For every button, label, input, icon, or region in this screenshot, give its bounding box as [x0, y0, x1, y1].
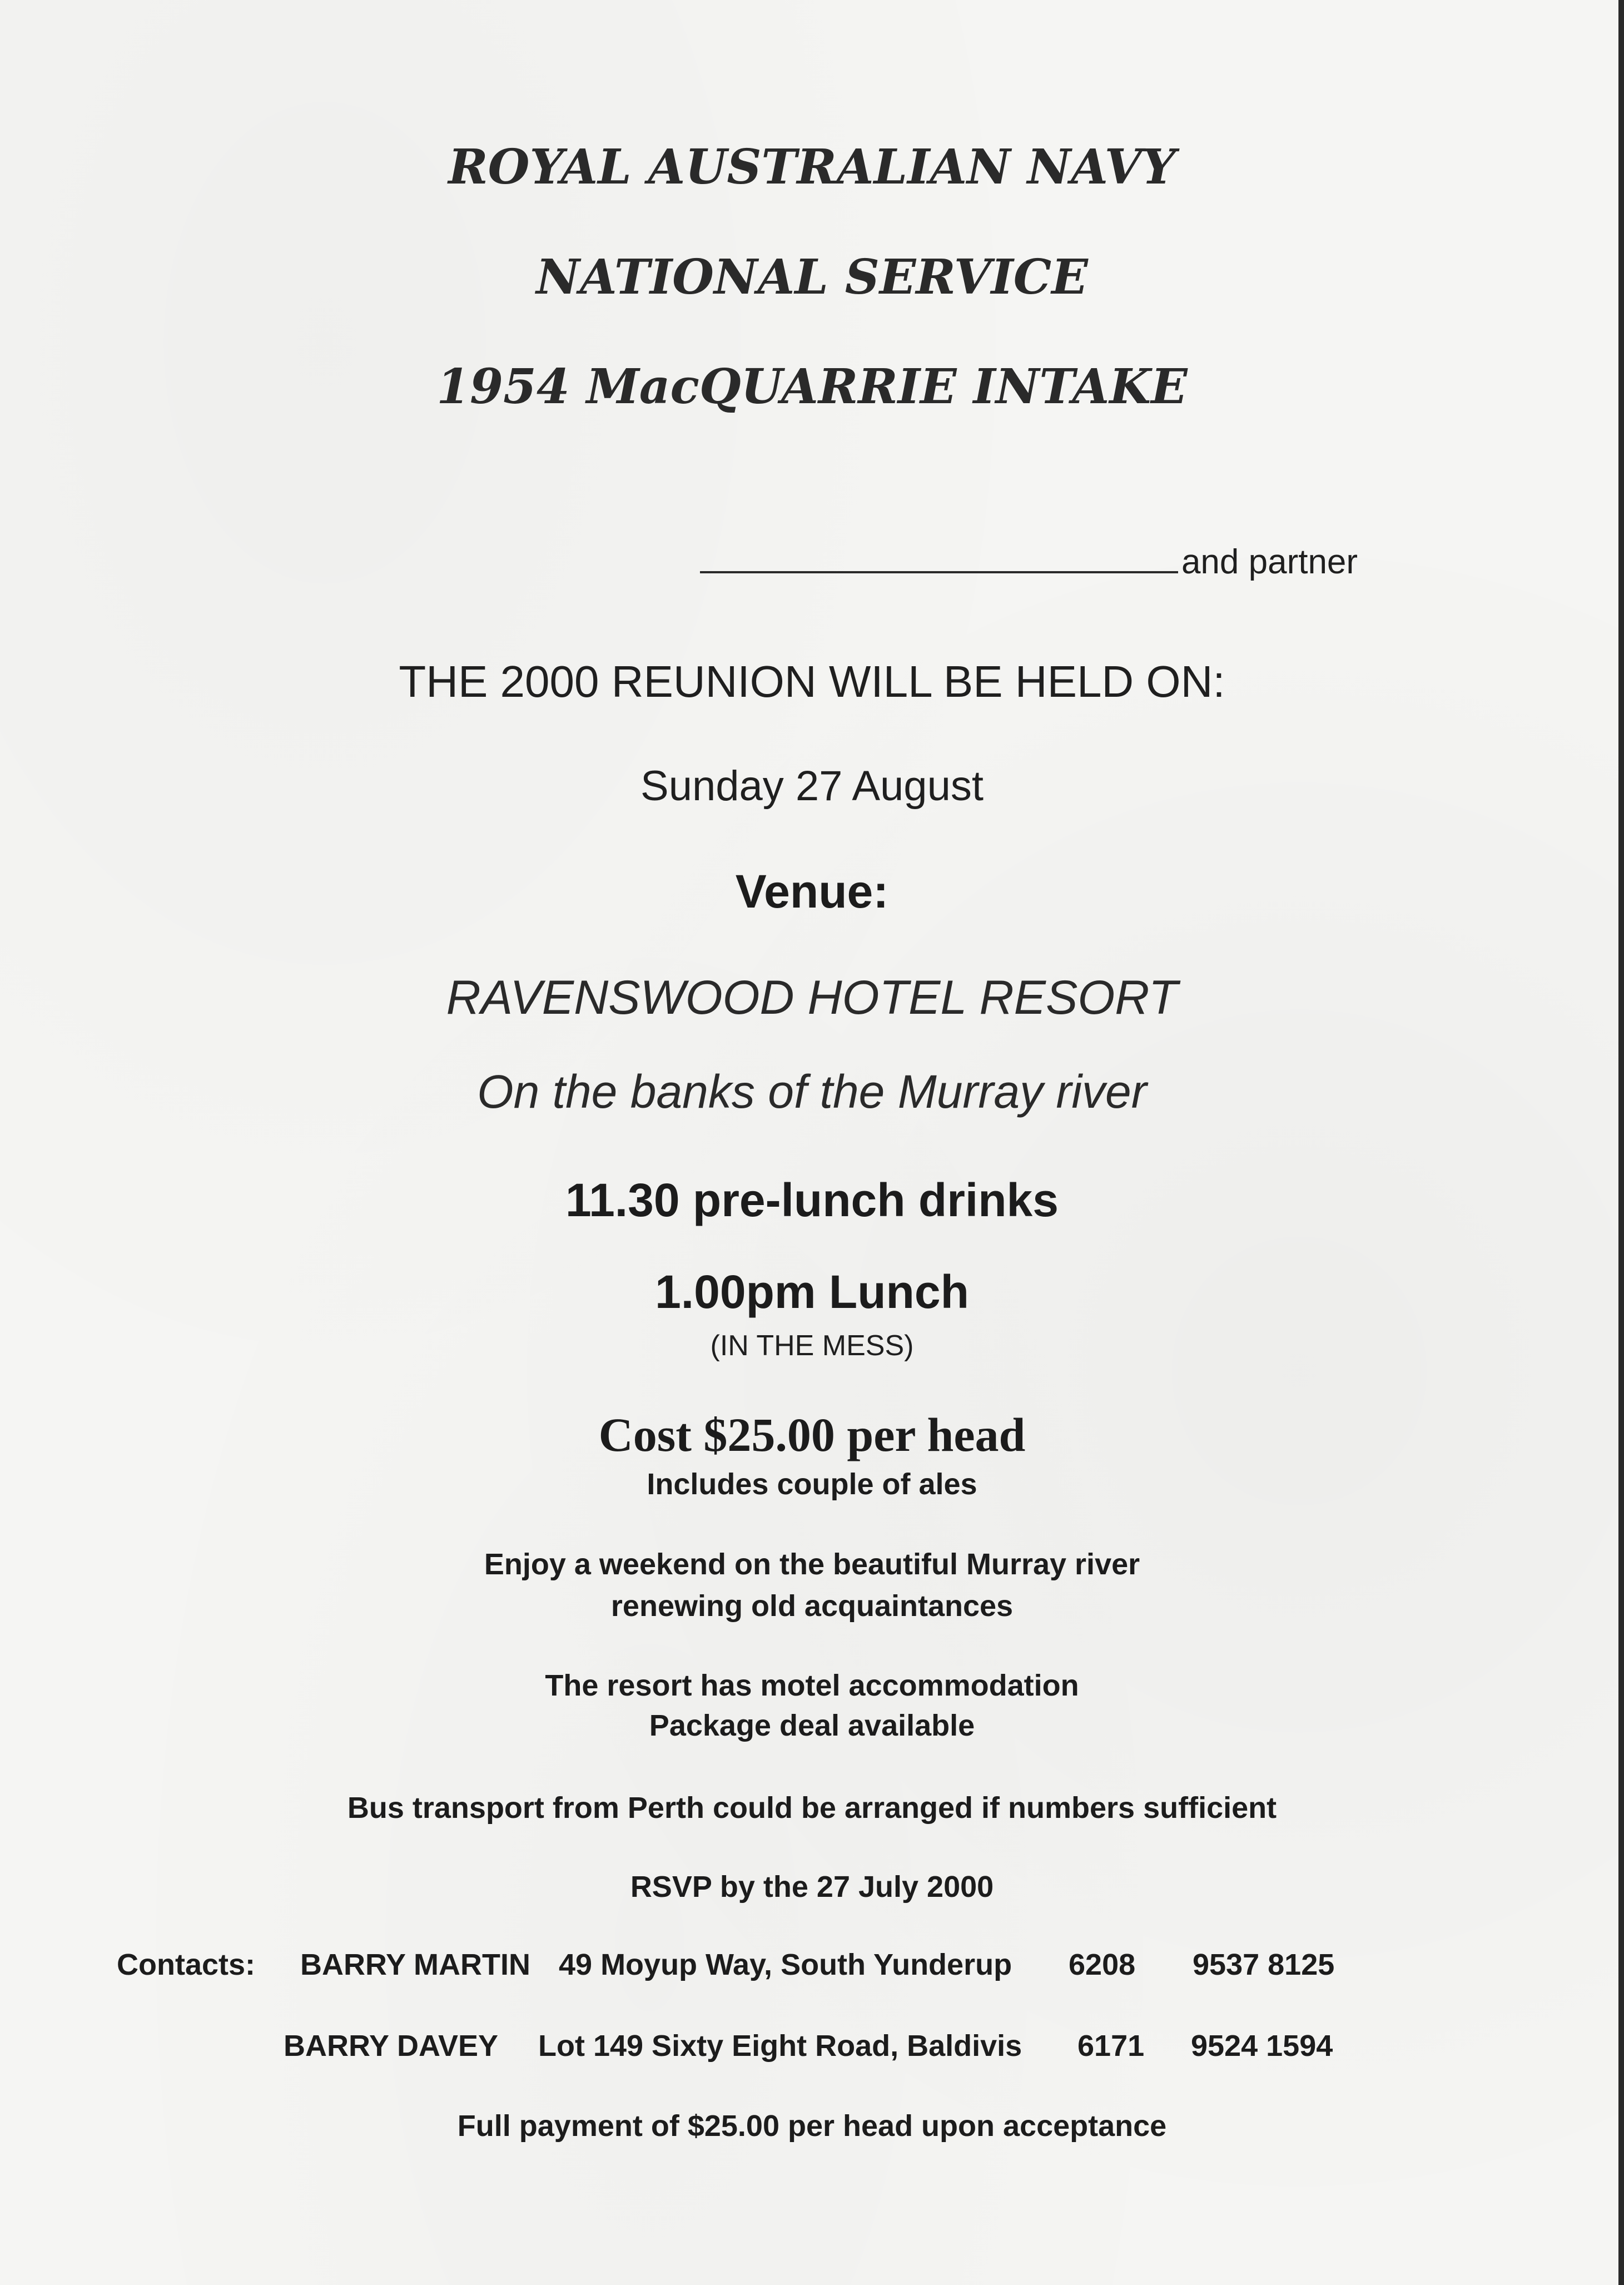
heading-line-3: 1954 MacQUARRIE INTAKE: [436, 359, 1188, 415]
contact-2-phone: 9524 1594: [1191, 2029, 1333, 2063]
contact-2-postcode: 6171: [1077, 2029, 1145, 2063]
heading-line-1: ROYAL AUSTRALIAN NAVY: [448, 139, 1176, 195]
heading-line-2: NATIONAL SERVICE: [536, 249, 1088, 305]
contact-2-name: BARRY DAVEY: [284, 2029, 499, 2063]
transport-note: Bus transport from Perth could be arranged if numbers sufficient: [347, 1791, 1277, 1825]
invitee-suffix: and partner: [1181, 543, 1358, 581]
blurb-2-line-1: The resort has motel accommodation: [545, 1669, 1079, 1702]
contacts-label: Contacts:: [117, 1948, 256, 1981]
venue-label: Venue:: [735, 865, 889, 918]
blurb-1-line-1: Enjoy a weekend on the beautiful Murray river: [484, 1548, 1140, 1581]
invitee-line: [217, 542, 1624, 582]
cost-note: Includes couple of ales: [647, 1468, 977, 1501]
contact-1-address: 49 Moyup Way, South Yunderup: [559, 1948, 1012, 1981]
venue-location: On the banks of the Murray river: [477, 1065, 1147, 1118]
event-date: Sunday 27 August: [640, 762, 984, 810]
contact-1-postcode: 6208: [1069, 1948, 1136, 1981]
contact-2-address: Lot 149 Sixty Eight Road, Baldivis: [538, 2029, 1022, 2063]
invitee-name-blank: [700, 566, 1178, 573]
blurb-1-line-2: renewing old acquaintances: [610, 1589, 1014, 1623]
blurb-2-line-2: Package deal available: [649, 1709, 975, 1742]
payment-note: Full payment of $25.00 per head upon acceptance: [457, 2109, 1167, 2143]
scan-edge: [1618, 0, 1624, 2285]
schedule-lunch: 1.00pm Lunch: [655, 1266, 969, 1318]
contact-1-name: BARRY MARTIN: [300, 1948, 530, 1981]
schedule-lunch-note: (IN THE MESS): [710, 1330, 914, 1362]
contact-1-phone: 9537 8125: [1193, 1948, 1335, 1981]
announcement: THE 2000 REUNION WILL BE HELD ON:: [399, 657, 1225, 706]
cost-headline: Cost $25.00 per head: [598, 1408, 1026, 1461]
schedule-drinks: 11.30 pre-lunch drinks: [565, 1174, 1059, 1226]
rsvp-note: RSVP by the 27 July 2000: [630, 1870, 994, 1904]
venue-name: RAVENSWOOD HOTEL RESORT: [446, 971, 1178, 1024]
